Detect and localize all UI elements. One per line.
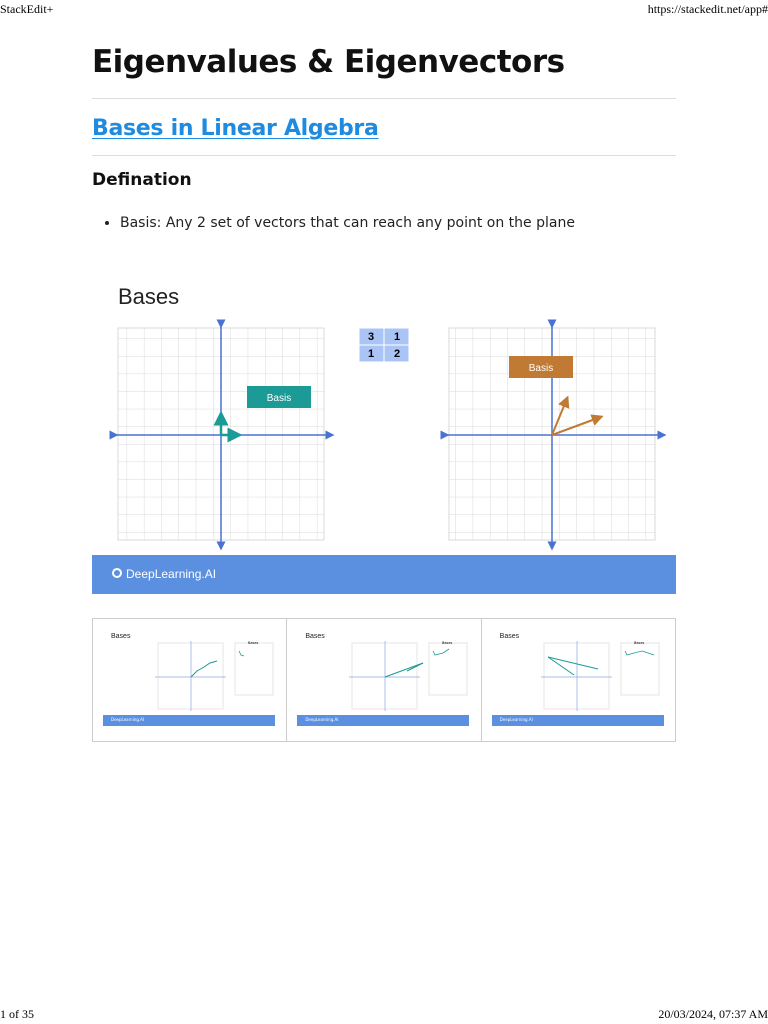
- page-title: Eigenvalues & Eigenvectors: [92, 44, 565, 80]
- matrix-cell: 2: [393, 348, 401, 360]
- print-datetime: 20/03/2024, 07:37 AM: [658, 1007, 768, 1021]
- thumbnail-strip: [92, 618, 676, 742]
- thumbnail-banner: [297, 715, 469, 726]
- browser-url: https://stackedit.net/app#: [647, 2, 768, 16]
- brand-name: DeepLearning.AI: [126, 567, 217, 581]
- slide-figure: [92, 268, 676, 555]
- page-counter: 1 of 35: [0, 1007, 34, 1021]
- thumbnail-figure: [287, 619, 481, 714]
- section-divider: [92, 155, 676, 156]
- left-coordinate-grid: [114, 324, 330, 546]
- thumbnail-label: Bases: [633, 641, 645, 645]
- right-basis-label: Basis: [528, 363, 554, 374]
- matrix-cell: 3: [367, 331, 375, 343]
- right-coordinate-grid: [445, 324, 662, 546]
- thumbnail-brand: DeepLearning.AI: [305, 717, 339, 722]
- thumbnail-banner: [492, 715, 664, 726]
- thumbnail-title: Bases: [499, 633, 520, 640]
- thumbnail-label: Bases: [442, 641, 453, 645]
- slide-title: Bases: [118, 284, 180, 309]
- browser-app-name: StackEdit+: [0, 2, 54, 16]
- section-heading[interactable]: Bases in Linear Algebra: [92, 116, 379, 141]
- thumbnail-brand: DeepLearning.AI: [499, 717, 533, 722]
- thumbnail-1: [93, 619, 287, 741]
- thumbnail-label: Bases: [248, 641, 259, 645]
- thumbnail-banner: [103, 715, 275, 726]
- thumbnail-2: [287, 619, 481, 741]
- thumbnail-3: [482, 619, 675, 741]
- left-basis-label: Basis: [266, 393, 292, 404]
- bullet-list: [92, 212, 575, 234]
- matrix: [359, 328, 409, 362]
- matrix-cell: 1: [393, 331, 401, 343]
- thumbnail-figure: [482, 619, 676, 714]
- thumbnail-title: Bases: [305, 633, 325, 640]
- slide-image: [92, 268, 676, 594]
- deeplearning-logo-icon: [112, 568, 122, 578]
- title-divider: [92, 98, 676, 99]
- list-item: • Basis: Any 2 set of vectors that can reach any point on the plane: [120, 212, 575, 234]
- subsection-heading: Defination: [92, 170, 192, 190]
- slide-banner: [92, 555, 676, 594]
- thumbnail-figure: [93, 619, 287, 714]
- thumbnail-brand: DeepLearning.AI: [111, 717, 145, 722]
- matrix-cell: 1: [367, 348, 375, 360]
- thumbnail-title: Bases: [111, 633, 131, 640]
